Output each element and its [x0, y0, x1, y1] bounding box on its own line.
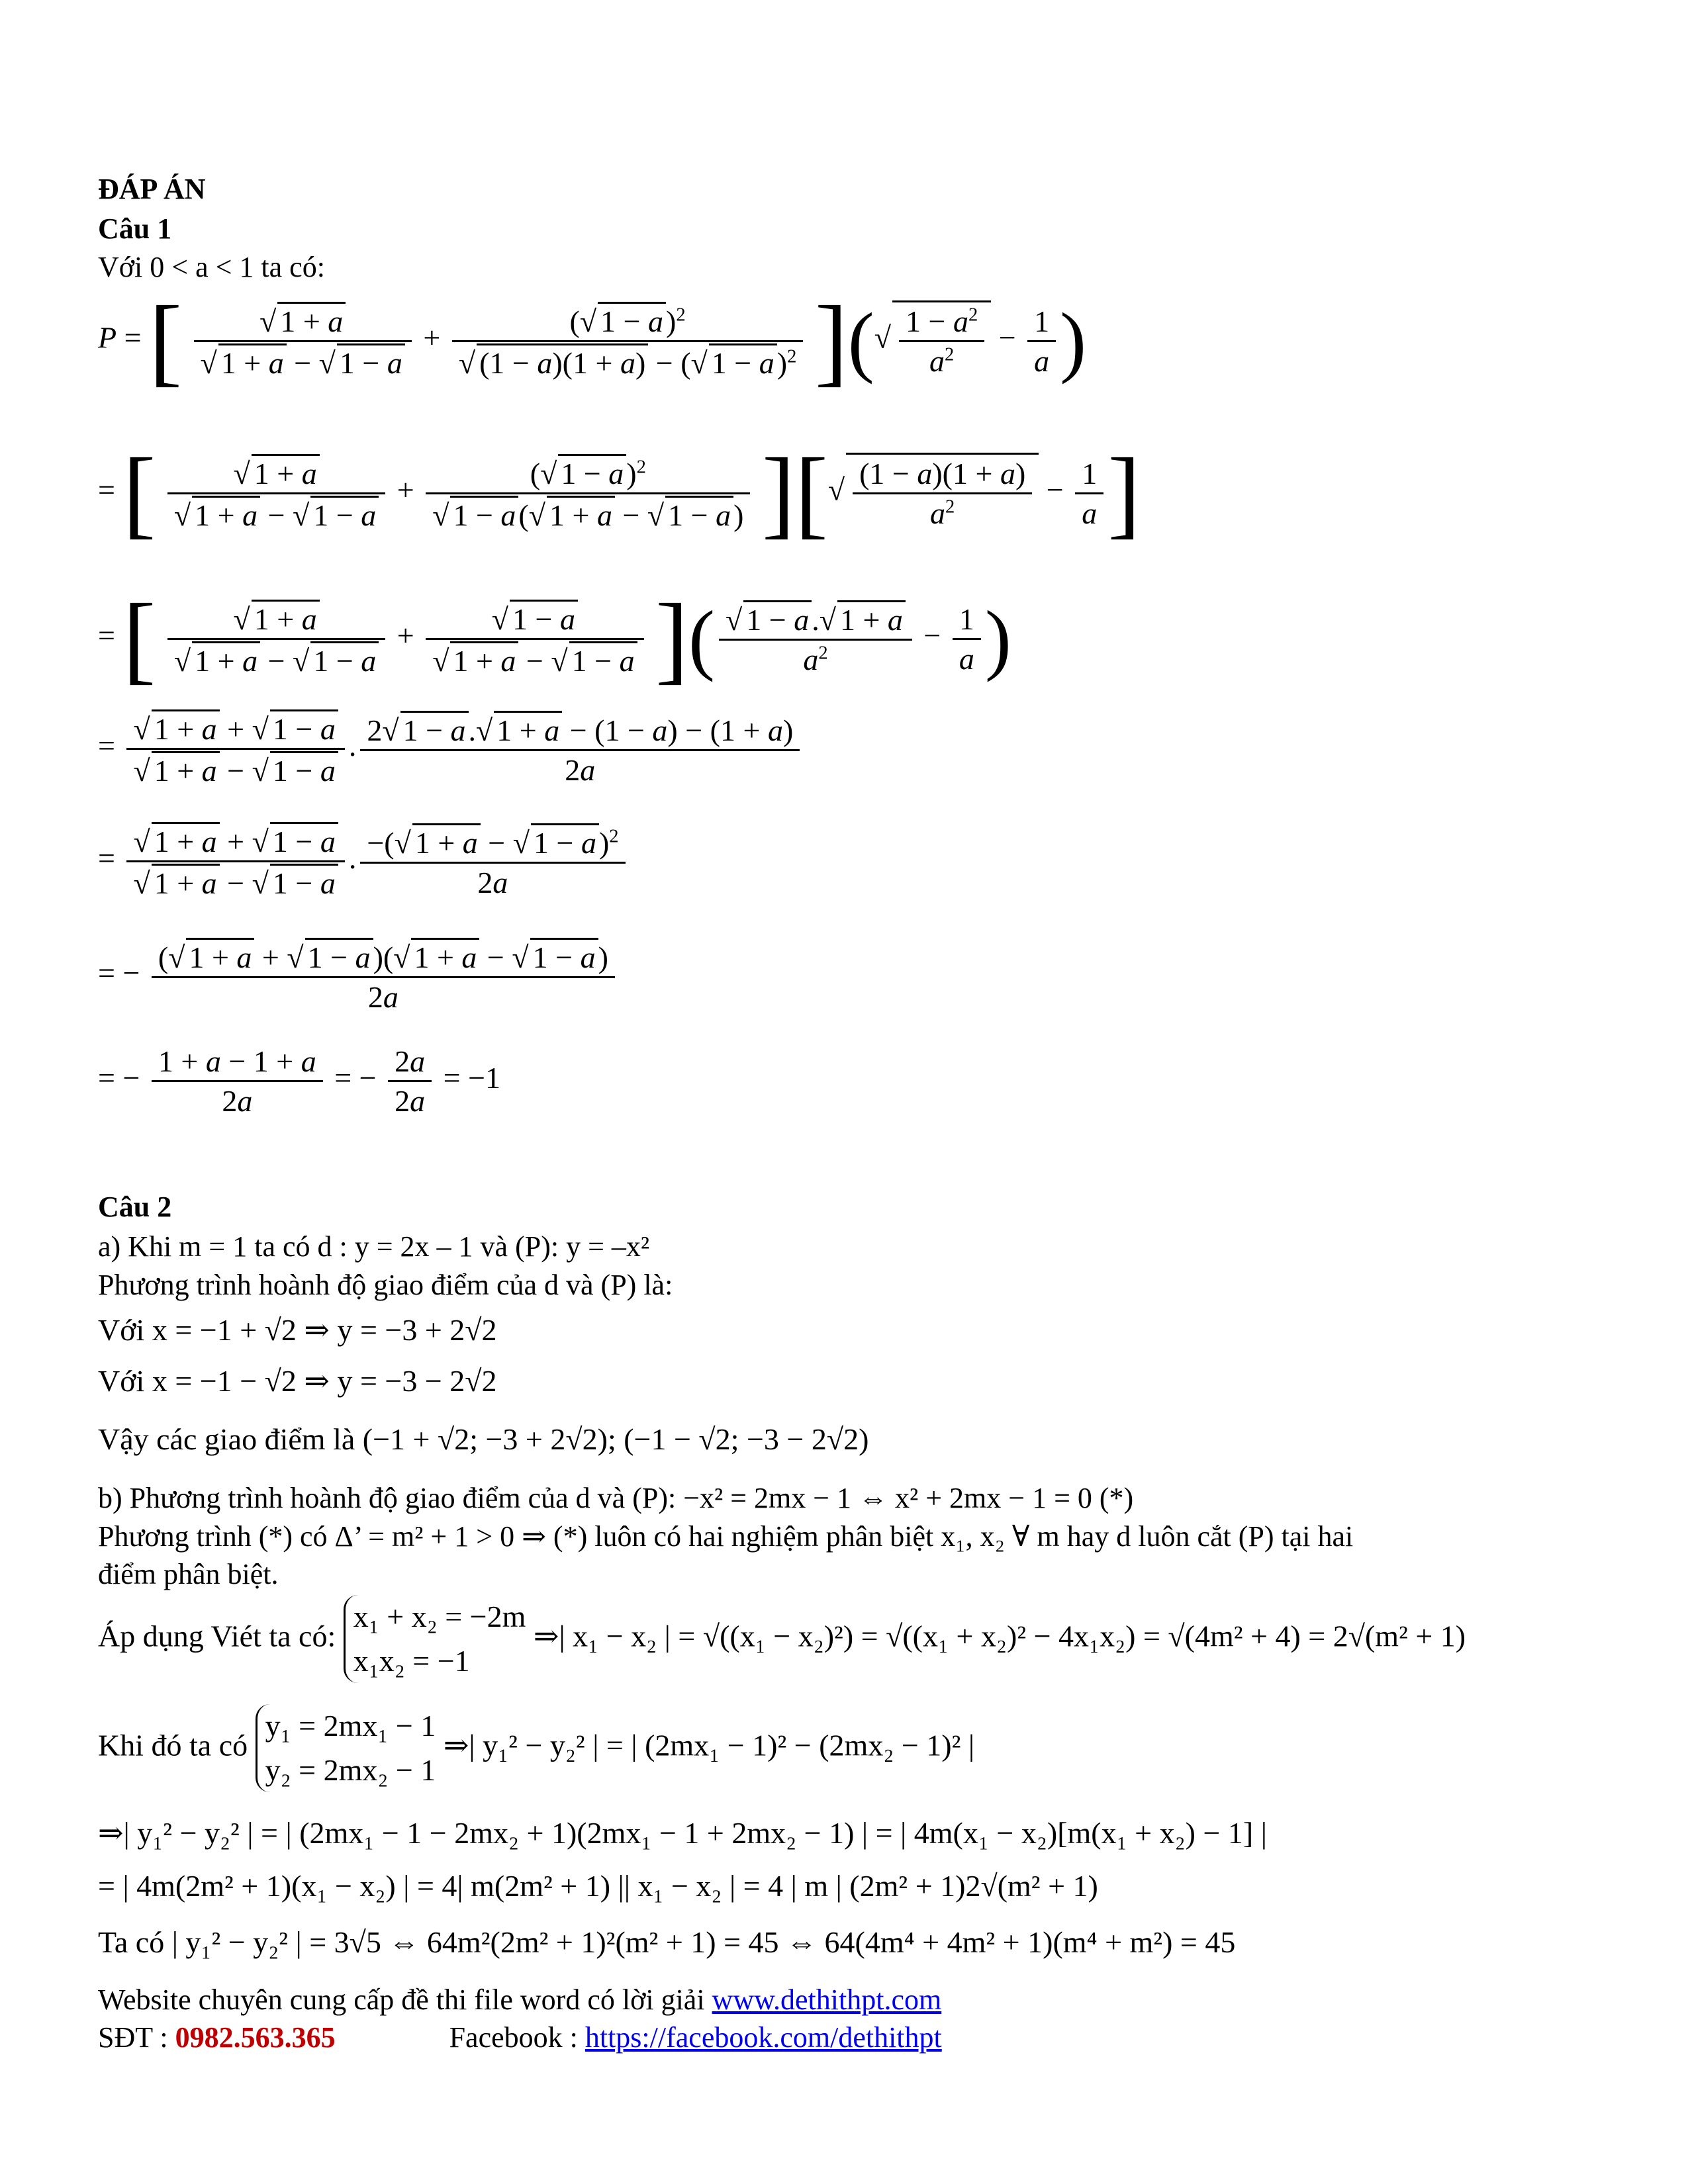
question-2-label: Câu 2 [98, 1191, 172, 1223]
then-result: ⇒| y₁² − y₂² | = | (2mx₁ − 1)² − (2mx₂ − 1)² | [443, 1728, 975, 1762]
website-link[interactable]: www.dethithpt.com [712, 1983, 942, 2016]
q2-with-2: Với x = −1 − √2 ⇒ y = −3 − 2√2 [98, 1364, 497, 1398]
q2-part-b: b) Phương trình hoành độ giao điểm của d và (P): −x² = 2mx − 1 ⇔ x² + 2mx − 1 = 0 (*) [98, 1482, 1134, 1514]
q1-step-6: = − $\frac{(√ 1 + a + √ 1 - a)(√ 1 + a - √ 1 - a)}{2a}$ [98, 936, 619, 1016]
q2-equation-2: = | 4m(2m² + 1)(x₁ − x₂) | = 4| m(2m² + 1) || x₁ − x₂ | = 4 | m | (2m² + 1)2√(m² + 1) [98, 1869, 1098, 1903]
phone-number: 0982.563.365 [175, 2021, 336, 2054]
question-1-label: Câu 1 [98, 212, 172, 245]
q1-step-1: P = [ $\frac{√ 1 + a}{√ 1 + a - √ 1 - a}$ + $\frac{(√ 1 - a)^2}{√ (1 - a)(1 + a) - (√ 1 - a)^2}$ ](√ $\frac{1 - a^2}{a^2}$ − $\frac{1}{a}$ ) [98, 286, 1087, 396]
q2-with-1: Với x = −1 + √2 ⇒ y = −3 + 2√2 [98, 1313, 497, 1347]
footer-contact [98, 2022, 942, 2054]
q1-step-2: = [ $\frac{√ 1 + a}{√ 1 + a - √ 1 - a}$ + $\frac{(√ 1 - a)^2}{√ 1 - a(√ 1 + a - √ 1 - a)}$ ][√ $\frac{(1 - a)(1 + a)}{a^2}$ − $\frac{1}{a}$ ] [98, 438, 1141, 548]
q2-part-a: a) Khi m = 1 ta có d : y = 2x – 1 và (P): y = –x² [98, 1230, 650, 1263]
q2-part-b-line3: điểm phân biệt. [98, 1558, 279, 1590]
viet-system: x₁ + x₂ = −2m x₁x₂ = −1 [344, 1595, 526, 1683]
footer-website [98, 1984, 941, 2016]
question-1-intro: Với 0 < a < 1 ta có: [98, 251, 325, 283]
answer-heading: ĐÁP ÁN [98, 173, 206, 205]
q2-equation-1: ⇒| y₁² − y₂² | = | (2mx₁ − 1 − 2mx₂ + 1)(2mx₁ − 1 + 2mx₂ − 1) | = | 4m(x₁ − x₂)[m(x₁ + x₂) − 1] | [98, 1816, 1267, 1850]
q1-step-4: = $\frac{√ 1 + a + √ 1 - a}{√ 1 + a - √ 1 - a}$ . $\frac{2√ 1 - a.√ 1 + a - (1 - a) - (1 + a)}{2a}$ [98, 708, 804, 790]
viet-label: Áp dụng Viét ta có: [98, 1619, 336, 1653]
facebook-link[interactable]: https://facebook.com/dethithpt [585, 2021, 942, 2054]
q1-step-7: = − $\frac{1 + a - 1 + a}{2a}$ = − $\frac{2a}{2a}$ = −1 [98, 1042, 500, 1120]
q1-step-5: = $\frac{√ 1 + a + √ 1 - a}{√ 1 + a - √ 1 - a}$ . $\frac{-(√ 1 + a - √ 1 - a)^2}{2a}$ [98, 821, 630, 902]
q2-viet [98, 1595, 1466, 1683]
then-system: y₁ = 2mx₁ − 1 y₂ = 2mx₂ − 1 [256, 1704, 436, 1792]
then-label: Khi đó ta có [98, 1728, 248, 1762]
q2-then [98, 1704, 974, 1792]
q1-step-3: = [ $\frac{√ 1 + a}{√ 1 + a - √ 1 - a}$ + $\frac{√ 1 - a}{√ 1 + a - √ 1 - a}$ ]( $\frac{√ 1 - a.√ 1 + a}{a^2}$ − $\frac{1}{a}$ ) [98, 584, 1011, 694]
website-text: Website chuyên cung cấp đề thi file word có lời giải [98, 1983, 705, 2016]
q2-part-b-line2: Phương trình (*) có Δ’ = m² + 1 > 0 ⇒ (*) luôn có hai nghiệm phân biệt x₁, x₂ ∀ m hay d luôn cắt (P) tại hai [98, 1520, 1354, 1553]
q2-equation-3: Ta có | y₁² − y₂² | = 3√5 ⇔ 64m²(2m² + 1)²(m² + 1) = 45 ⇔ 64(4m⁴ + 4m² + 1)(m⁴ + m²) = 45 [98, 1925, 1236, 1959]
viet-result: ⇒| x₁ − x₂ | = √((x₁ − x₂)²) = √((x₁ + x₂)² − 4x₁x₂) = √(4m² + 4) = 2√(m² + 1) [533, 1619, 1466, 1653]
facebook-label: Facebook : [449, 2021, 585, 2054]
q2-part-a-line2: Phương trình hoành độ giao điểm của d và (P) là: [98, 1269, 673, 1301]
q2-intersection-points: Vậy các giao điểm là (−1 + √2; −3 + 2√2); (−1 − √2; −3 − 2√2) [98, 1422, 869, 1456]
phone-label: SĐT : [98, 2021, 175, 2054]
